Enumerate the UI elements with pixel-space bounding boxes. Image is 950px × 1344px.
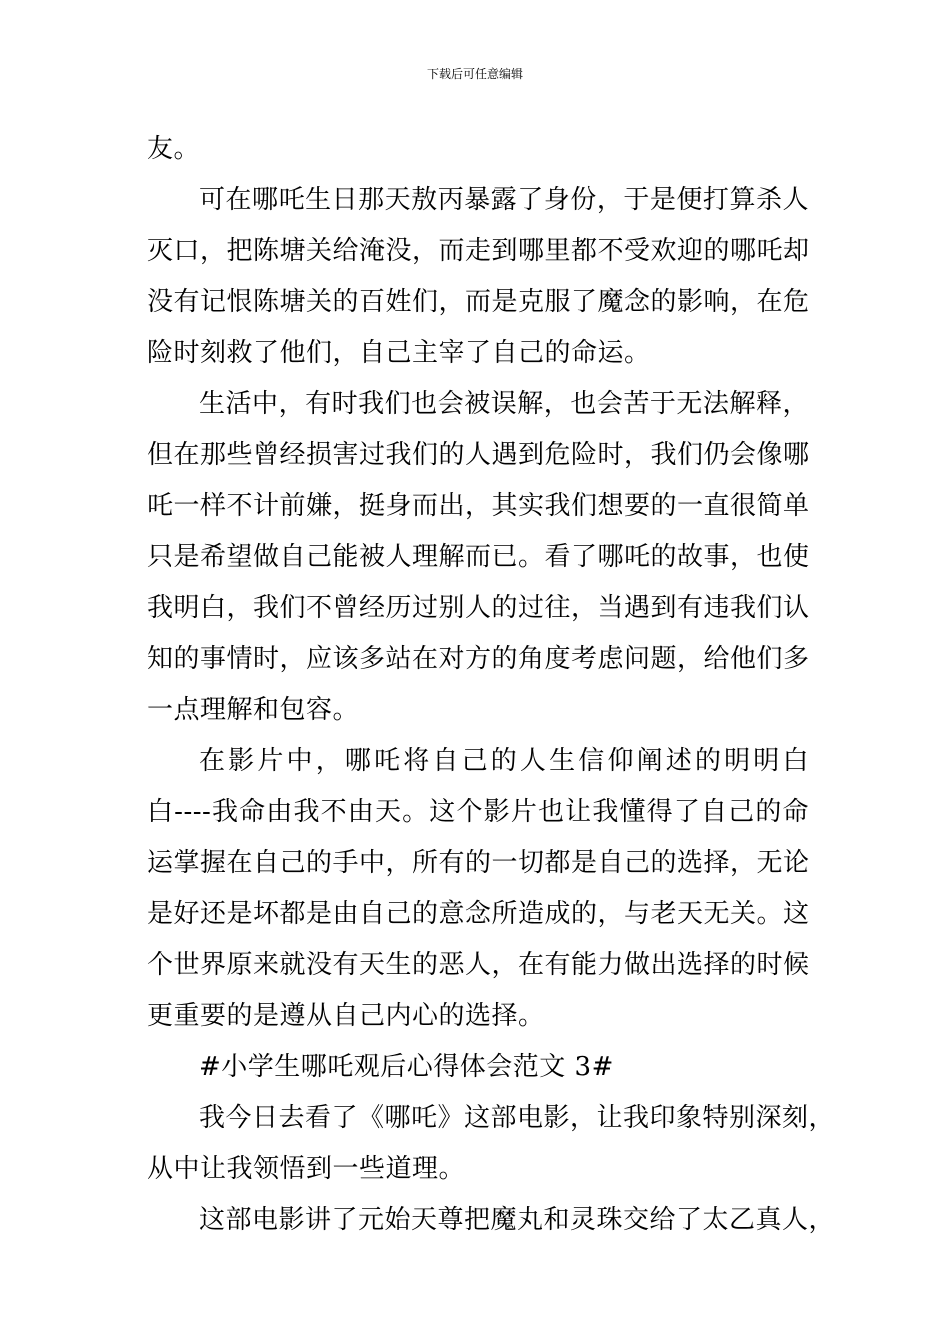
document-body	[147, 124, 836, 1246]
paragraph-line: 个世界原来就没有天生的恶人，在有能力做出选择的时候	[147, 950, 810, 980]
paragraph-line: 白----我命由我不由天。这个影片也让我懂得了自己的命	[147, 797, 809, 827]
paragraph-line: 吒一样不计前嫌，挺身而出，其实我们想要的一直很简单	[147, 491, 810, 521]
paragraph-line: 我明白，我们不曾经历过别人的过往，当遇到有违我们认	[147, 593, 810, 623]
paragraph-line: 但在那些曾经损害过我们的人遇到危险时，我们仍会像哪	[147, 440, 810, 470]
paragraph-line: 友。	[147, 134, 201, 164]
paragraph-line: 只是希望做自己能被人理解而已。看了哪吒的故事，也使	[147, 542, 810, 572]
paragraph-line: 是好还是坏都是由自己的意念所造成的，与老天无关。这	[147, 899, 810, 929]
paragraph-first-line: 生活中，有时我们也会被误解，也会苦于无法解释，	[199, 389, 809, 419]
paragraph-line: 没有记恨陈塘关的百姓们，而是克服了魔念的影响，在危	[147, 287, 810, 317]
paragraph-line: 一点理解和包容。	[147, 695, 360, 725]
paragraph-line: 知的事情时，应该多站在对方的角度考虑问题，给他们多	[147, 644, 810, 674]
paragraph-first-line: 这部电影讲了元始天尊把魔丸和灵珠交给了太乙真人，	[199, 1205, 836, 1235]
paragraph-first-line: 可在哪吒生日那天敖丙暴露了身份，于是便打算杀人	[199, 185, 809, 215]
paragraph-first-line: 我今日去看了《哪吒》这部电影，让我印象特别深刻，	[199, 1103, 836, 1133]
paragraph-line: 灭口，把陈塘关给淹没，而走到哪里都不受欢迎的哪吒却	[147, 236, 810, 266]
paragraph-line: 险时刻救了他们，自己主宰了自己的命运。	[147, 338, 651, 368]
paragraph-line: 从中让我领悟到一些道理。	[147, 1154, 466, 1184]
page-header: 下载后可任意编辑	[426, 67, 523, 81]
paragraph-first-line: 在影片中，哪吒将自己的人生信仰阐述的明明白	[199, 746, 809, 776]
paragraph-first-line: #小学生哪吒观后心得体会范文 3#	[199, 1052, 614, 1082]
paragraph-line: 运掌握在自己的手中，所有的一切都是自己的选择，无论	[147, 848, 810, 878]
paragraph-line: 更重要的是遵从自己内心的选择。	[147, 1001, 545, 1031]
